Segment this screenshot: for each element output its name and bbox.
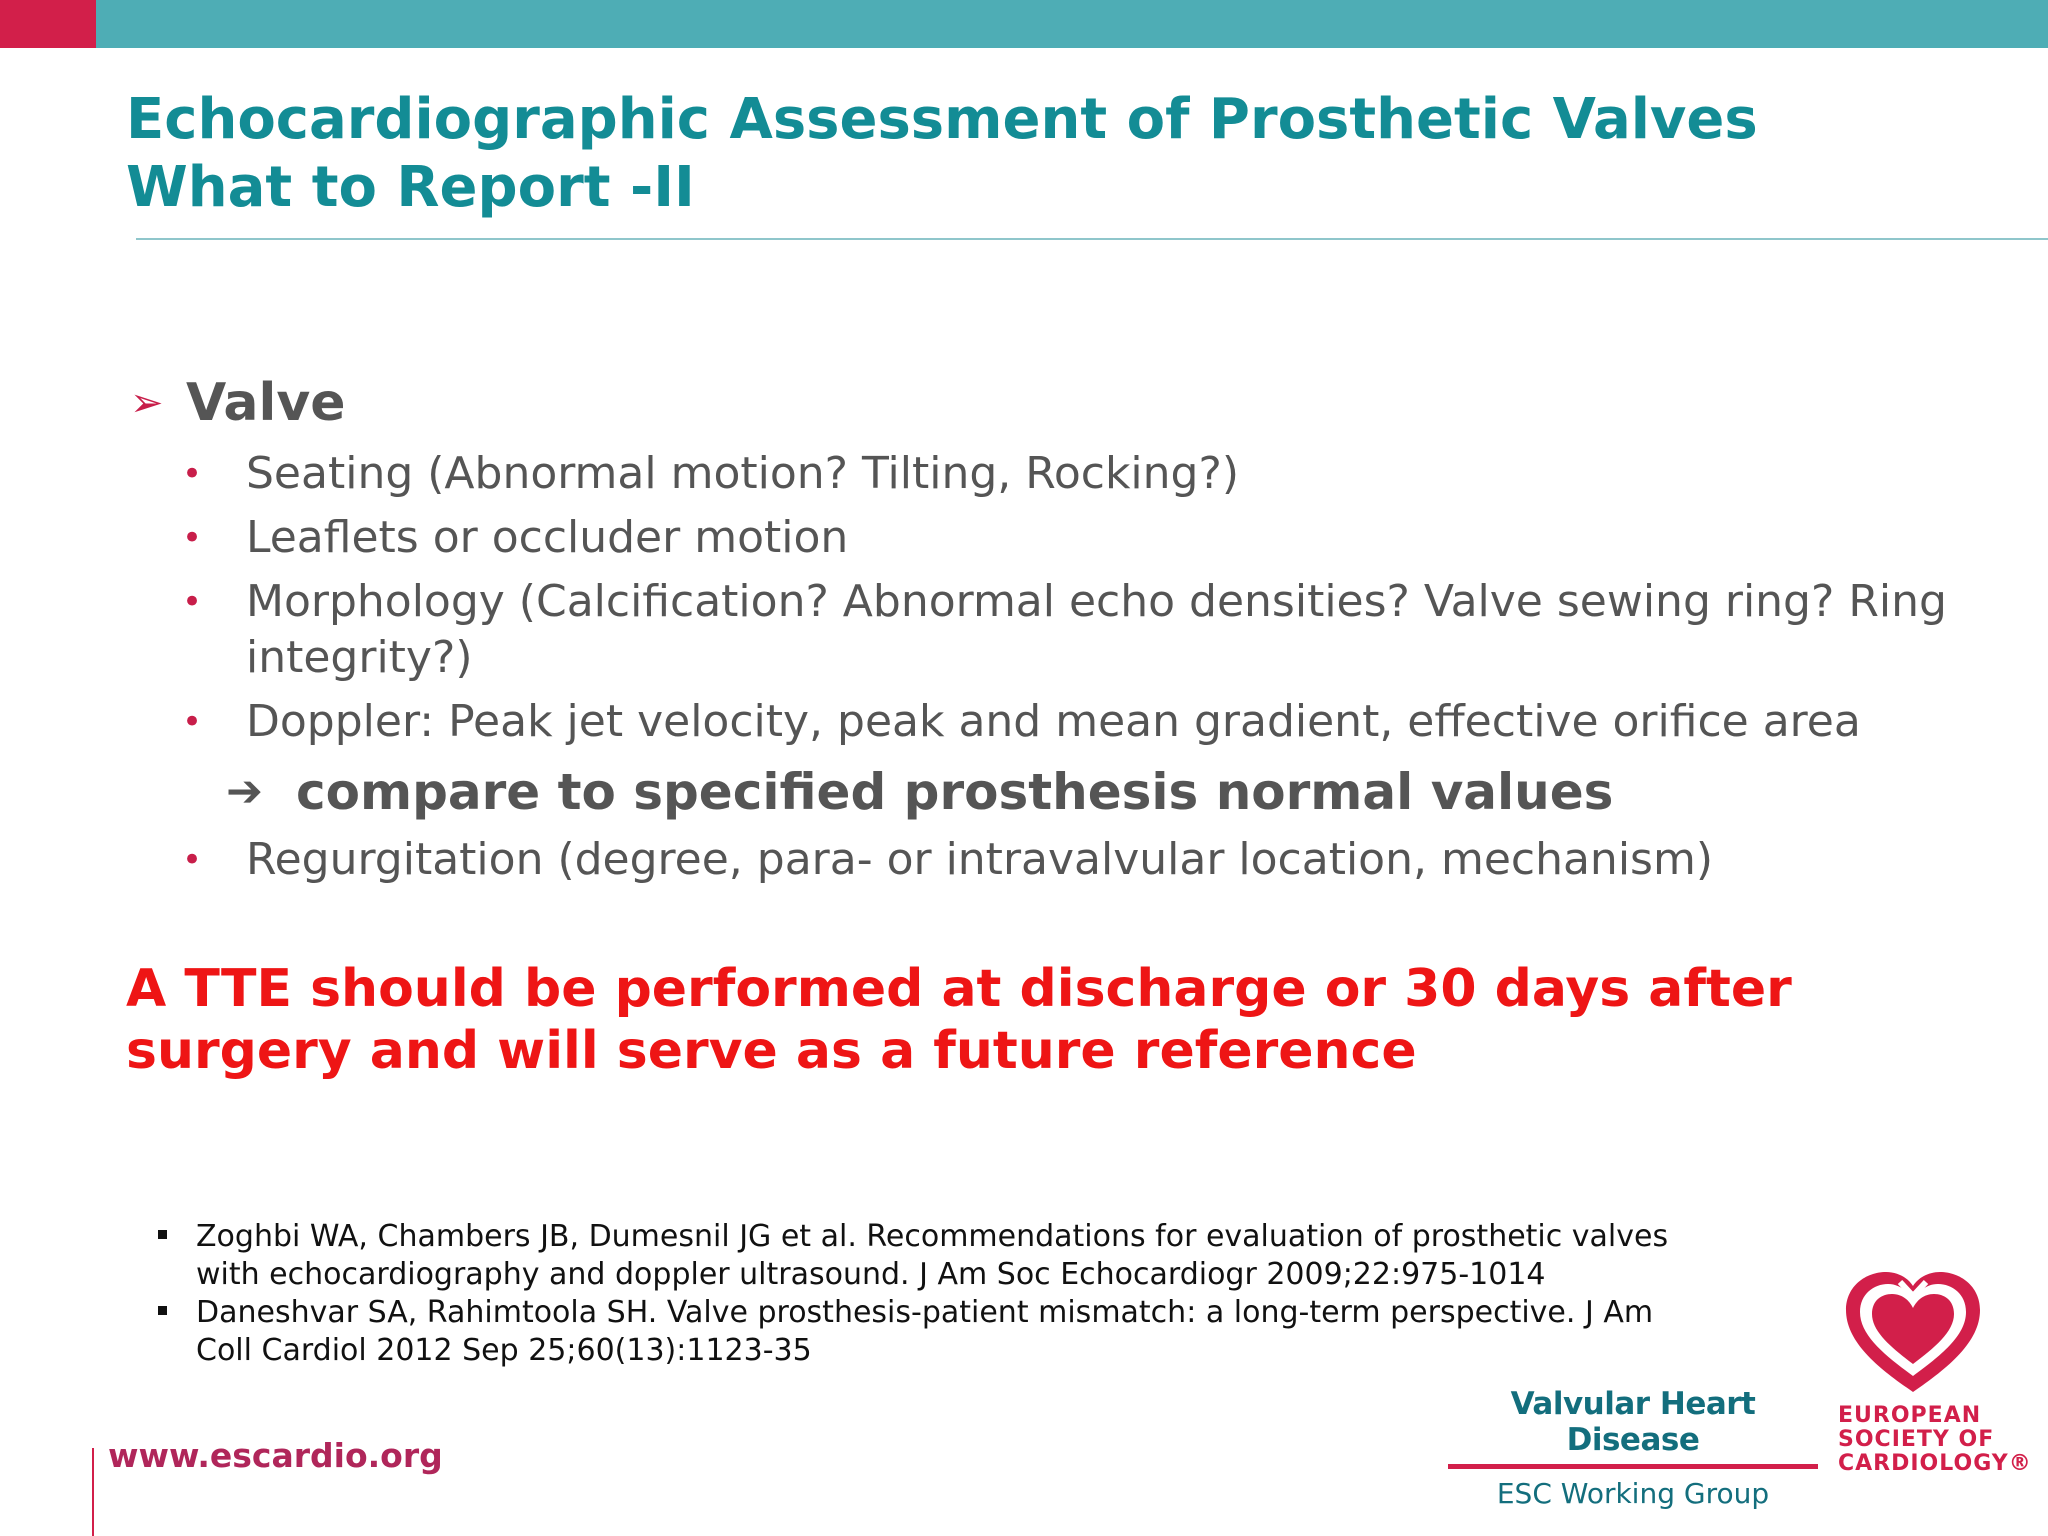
- bullet-dot-icon: •: [182, 840, 203, 880]
- esc-line-1: EUROPEAN: [1838, 1403, 1982, 1428]
- arrowhead-icon: ➢: [130, 380, 164, 426]
- bullet-text: Leaflets or occluder motion: [246, 512, 849, 563]
- reference-line: Coll Cardiol 2012 Sep 25;60(13):1123-35: [196, 1333, 812, 1368]
- slide-title: [126, 86, 1758, 222]
- esc-heart-logo-icon: [1838, 1268, 1988, 1398]
- reference-line: Zoghbi WA, Chambers JB, Dumesnil JG et al. Recommendations for evaluation of prosthetic valves: [196, 1219, 1669, 1254]
- bullet-dot-icon: •: [182, 454, 203, 494]
- reference-list: [156, 1218, 1756, 1370]
- working-group-title: Valvular Heart Disease: [1510, 1386, 1756, 1458]
- list-item: [130, 694, 2010, 750]
- reference-item: [156, 1218, 1756, 1294]
- esc-line-3: CARDIOLOGY®: [1838, 1451, 2032, 1476]
- bullet-text: Morphology (Calcification? Abnormal echo densities? Valve sewing ring? Ring integrity?): [246, 576, 1947, 683]
- list-item: [130, 832, 2010, 888]
- reference-item: [156, 1294, 1756, 1370]
- footer-url-link[interactable]: www.escardio.org: [108, 1436, 443, 1475]
- callout-line-1: A TTE should be performed at discharge or 30 days after: [126, 959, 1792, 1019]
- bullet-dot-icon: •: [182, 702, 203, 742]
- compare-note: [130, 760, 2010, 824]
- bullet-dot-icon: •: [182, 518, 203, 558]
- top-banner-accent: [0, 0, 96, 48]
- callout-line-2: surgery and will serve as a future reference: [126, 1021, 1417, 1081]
- tte-callout: [126, 958, 1946, 1082]
- bullet-text: Doppler: Peak jet velocity, peak and mean gradient, effective orifice area: [246, 696, 1861, 747]
- esc-wordmark: [1838, 1404, 2038, 1476]
- valve-bullet-list: [130, 446, 2010, 750]
- square-bullet-icon: [158, 1230, 167, 1239]
- valve-section: [130, 368, 2010, 888]
- working-group-subtitle: ESC Working Group: [1496, 1477, 1770, 1510]
- top-banner: [0, 0, 2048, 48]
- list-item: [130, 574, 2010, 686]
- list-item: [130, 446, 2010, 502]
- square-bullet-icon: [158, 1306, 167, 1315]
- reference-line: Daneshvar SA, Rahimtoola SH. Valve prosthesis-patient mismatch: a long-term perspective. J Am: [196, 1295, 1654, 1330]
- slide-title-line-2: What to Report -II: [126, 155, 695, 220]
- title-divider: [136, 238, 2048, 240]
- footer-divider: [92, 1448, 94, 1536]
- bullet-text: Regurgitation (degree, para- or intravalvular location, mechanism): [246, 834, 1713, 885]
- valve-bullet-list-cont: [130, 832, 2010, 888]
- section-header: [130, 368, 2010, 438]
- section-heading: Valve: [186, 373, 346, 433]
- working-group-rule: [1448, 1464, 1818, 1469]
- slide-title-line-1: Echocardiographic Assessment of Prosthetic Valves: [126, 87, 1758, 152]
- bullet-text: Seating (Abnormal motion? Tilting, Rocking?): [246, 448, 1239, 499]
- right-arrow-icon: ➔: [226, 766, 263, 817]
- esc-line-2: SOCIETY OF: [1838, 1427, 1995, 1452]
- working-group-logo: [1448, 1386, 1818, 1510]
- reference-line: with echocardiography and doppler ultrasound. J Am Soc Echocardiogr 2009;22:975-1014: [196, 1257, 1546, 1292]
- list-item: [130, 510, 2010, 566]
- compare-text: compare to specified prosthesis normal values: [296, 763, 1614, 821]
- bullet-dot-icon: •: [182, 582, 203, 622]
